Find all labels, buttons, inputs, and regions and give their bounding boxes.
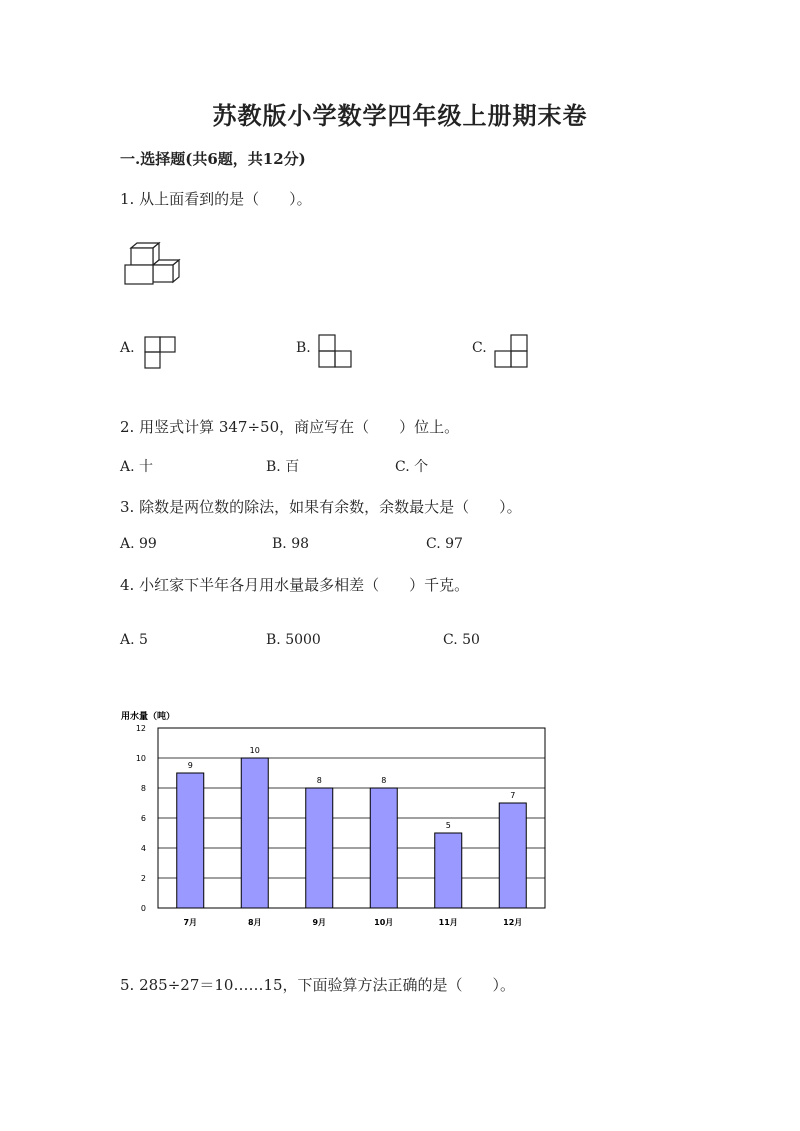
q1-option-a-label: A. bbox=[120, 340, 135, 356]
q4-option-a: A. 5 bbox=[120, 632, 148, 648]
x-tick-label-8月: 8月 bbox=[247, 918, 262, 927]
page-title: 苏教版小学数学四年级上册期末卷 bbox=[212, 101, 588, 130]
y-tick-label-8: 8 bbox=[140, 784, 146, 793]
q4-option-c: C. 50 bbox=[443, 632, 480, 648]
bar-12月 bbox=[499, 803, 526, 908]
q3-option-c: C. 97 bbox=[426, 536, 463, 552]
y-tick-label-4: 4 bbox=[140, 844, 146, 853]
bar-11月 bbox=[435, 833, 462, 908]
question-2: 2. 用竖式计算 347÷50，商应写在（ ）位上。 bbox=[120, 418, 460, 436]
question-5: 5. 285÷27＝10……15，下面验算方法正确的是（ ）。 bbox=[120, 976, 516, 994]
x-tick-label-10月: 10月 bbox=[374, 918, 394, 927]
data-label-11月: 5 bbox=[445, 821, 451, 830]
data-label-8月: 10 bbox=[249, 746, 260, 755]
y-axis-label: 用水量（吨） bbox=[121, 712, 176, 722]
q4-option-b: B. 5000 bbox=[266, 632, 321, 648]
question-3: 3. 除数是两位数的除法，如果有余数，余数最大是（ ）。 bbox=[120, 498, 522, 516]
q2-option-a: A. 十 bbox=[120, 459, 154, 475]
cube-stack-figure bbox=[120, 240, 182, 290]
data-label-7月: 9 bbox=[187, 761, 193, 770]
x-tick-label-11月: 11月 bbox=[438, 918, 458, 927]
data-label-12月: 7 bbox=[510, 791, 516, 800]
q3-option-b: B. 98 bbox=[272, 536, 310, 552]
y-tick-label-0: 0 bbox=[140, 904, 146, 913]
y-tick-label-12: 12 bbox=[135, 724, 146, 733]
q1-option-b-figure bbox=[318, 333, 354, 371]
y-tick-label-10: 10 bbox=[135, 754, 146, 763]
x-tick-label-12月: 12月 bbox=[503, 918, 523, 927]
y-tick-label-6: 6 bbox=[140, 814, 146, 823]
data-label-9月: 8 bbox=[316, 776, 322, 785]
q1-option-c-label: C. bbox=[472, 340, 487, 356]
section-heading: 一.选择题(共6题，共12分) bbox=[120, 150, 306, 168]
data-label-10月: 8 bbox=[381, 776, 387, 785]
y-tick-label-2: 2 bbox=[140, 874, 146, 883]
q3-option-a: A. 99 bbox=[120, 536, 157, 552]
bar-9月 bbox=[306, 788, 333, 908]
q1-option-a-figure bbox=[144, 335, 178, 371]
question-1: 1. 从上面看到的是（ ）。 bbox=[120, 190, 312, 208]
q2-option-c: C. 个 bbox=[395, 459, 429, 475]
q1-option-c-figure bbox=[494, 333, 530, 371]
water-usage-chart bbox=[115, 705, 555, 935]
bar-7月 bbox=[177, 773, 204, 908]
x-tick-label-9月: 9月 bbox=[312, 918, 327, 927]
bar-8月 bbox=[241, 758, 268, 908]
q1-option-b-label: B. bbox=[296, 340, 311, 356]
q2-option-b: B. 百 bbox=[266, 459, 300, 475]
bar-10月 bbox=[370, 788, 397, 908]
x-tick-label-7月: 7月 bbox=[183, 918, 198, 927]
question-4: 4. 小红家下半年各月用水量最多相差（ ）千克。 bbox=[120, 576, 470, 594]
